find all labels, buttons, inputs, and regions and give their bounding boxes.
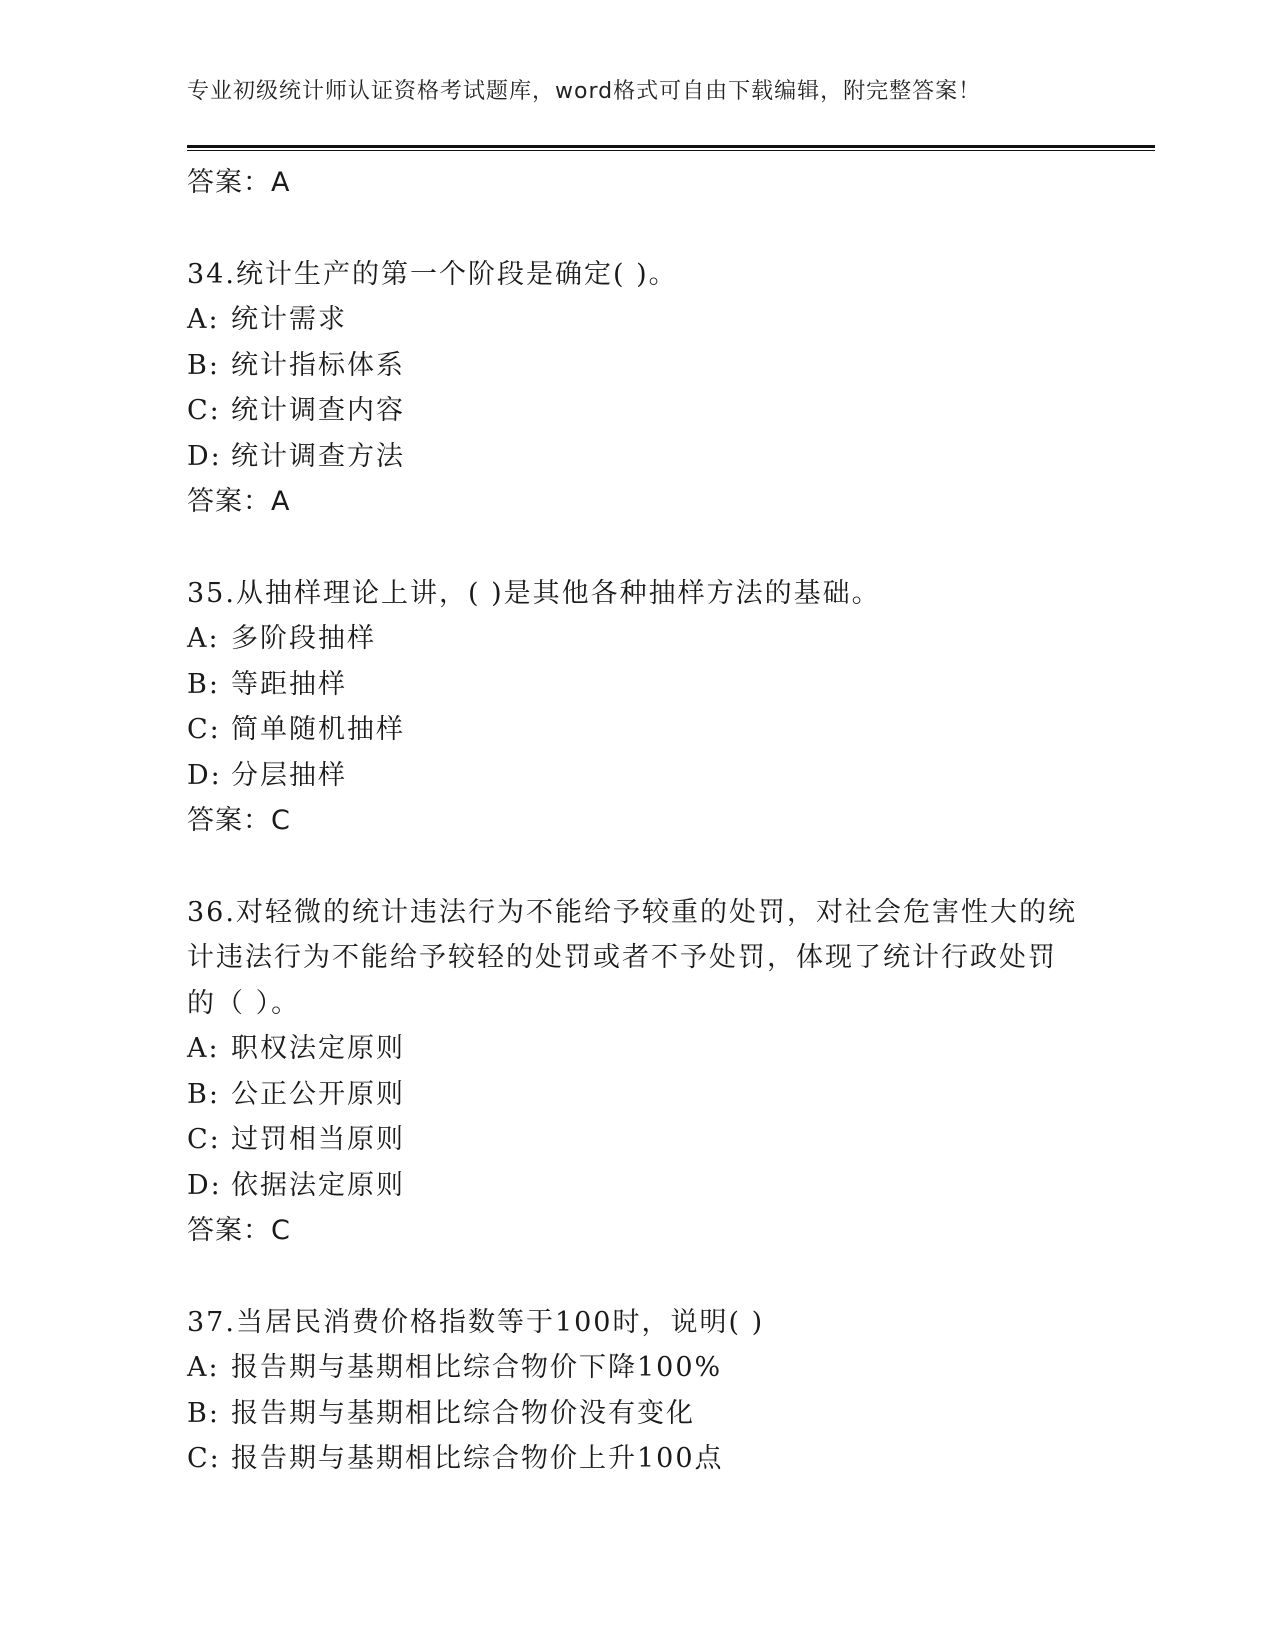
option-text: 分层抽样 [231, 759, 347, 791]
question-text: 从抽样理论上讲，( )是其他各种抽样方法的基础。 [235, 577, 881, 609]
option-b [187, 662, 1087, 708]
answer-prefix: 答案： [187, 805, 271, 836]
answer-line [187, 798, 1087, 844]
answer-line [187, 479, 1087, 525]
question-stem-line-2: 计违法行为不能给予较轻的处罚或者不予处罚，体现了统计行政处罚 [187, 942, 1057, 973]
option-c [187, 707, 1087, 753]
question-number: 36. [187, 896, 236, 928]
answer-prefix: 答案： [187, 1215, 271, 1246]
question-stem [187, 252, 1087, 298]
page-header: 专业初级统计师认证资格考试题库，word格式可自由下载编辑，附完整答案！ [187, 79, 982, 104]
answer-prefix: 答案： [187, 486, 271, 517]
header-rule-thin [187, 150, 1155, 151]
option-c [187, 1436, 1087, 1482]
answer-value: A [271, 167, 291, 198]
option-a [187, 297, 1087, 343]
question-36 [187, 890, 1087, 1254]
option-c [187, 1117, 1087, 1163]
option-label: D: [187, 1169, 222, 1201]
option-label: C: [187, 1124, 221, 1155]
option-text: 统计调查方法 [231, 440, 405, 472]
option-label: A: [187, 304, 220, 335]
question-34 [187, 252, 1087, 525]
question-list [187, 160, 1087, 1482]
question-stem-line-3: 的（ ）。 [187, 987, 301, 1019]
option-text: 依据法定原则 [231, 1169, 405, 1201]
option-d [187, 753, 1087, 799]
option-text: 多阶段抽样 [231, 623, 376, 654]
option-label: C: [187, 714, 221, 745]
option-c [187, 388, 1087, 434]
question-37 [187, 1300, 1087, 1482]
question-number: 37. [187, 1306, 236, 1338]
option-a [187, 616, 1087, 662]
option-text: 统计指标体系 [231, 349, 405, 381]
question-stem-line-1 [187, 890, 1087, 936]
option-text: 统计需求 [231, 304, 347, 335]
option-b [187, 343, 1087, 389]
question-stem [187, 1300, 1087, 1346]
option-b [187, 1072, 1087, 1118]
option-label: B: [187, 668, 220, 700]
header-rule-thick [187, 145, 1155, 148]
question-number: 34. [187, 258, 236, 290]
option-label: A: [187, 1033, 220, 1064]
option-label: A: [187, 1352, 220, 1383]
option-text: 过罚相当原则 [231, 1124, 405, 1155]
option-text: 报告期与基期相比综合物价下降100% [231, 1352, 723, 1383]
question-number: 35. [187, 577, 236, 609]
answer-line [187, 1208, 1087, 1254]
option-d [187, 434, 1087, 480]
answer-value: C [271, 1215, 291, 1246]
option-text: 报告期与基期相比综合物价没有变化 [231, 1397, 695, 1429]
question-text: 当居民消费价格指数等于100时，说明( ) [235, 1306, 765, 1338]
option-label: B: [187, 1397, 220, 1429]
option-label: B: [187, 349, 220, 381]
option-text: 报告期与基期相比综合物价上升100点 [231, 1443, 724, 1474]
option-a [187, 1026, 1087, 1072]
option-text: 等距抽样 [231, 668, 347, 700]
question-text: 对轻微的统计违法行为不能给予较重的处罚，对社会危害性大的统 [235, 896, 1077, 928]
answer-value: C [271, 805, 291, 836]
option-label: B: [187, 1078, 220, 1110]
option-text: 职权法定原则 [231, 1033, 405, 1064]
option-text: 简单随机抽样 [231, 714, 405, 745]
option-label: A: [187, 623, 220, 654]
option-label: C: [187, 1443, 221, 1474]
option-b [187, 1391, 1087, 1437]
option-label: D: [187, 759, 222, 791]
question-stem [187, 571, 1087, 617]
option-label: C: [187, 395, 221, 426]
question-35 [187, 571, 1087, 844]
option-label: D: [187, 440, 222, 472]
answer-line [187, 160, 1087, 206]
answer-value: A [271, 486, 291, 517]
option-text: 公正公开原则 [231, 1078, 405, 1110]
option-d [187, 1163, 1087, 1209]
question-text: 统计生产的第一个阶段是确定( )。 [235, 258, 678, 290]
option-text: 统计调查内容 [231, 395, 405, 426]
option-a [187, 1345, 1087, 1391]
answer-prefix: 答案： [187, 167, 271, 198]
